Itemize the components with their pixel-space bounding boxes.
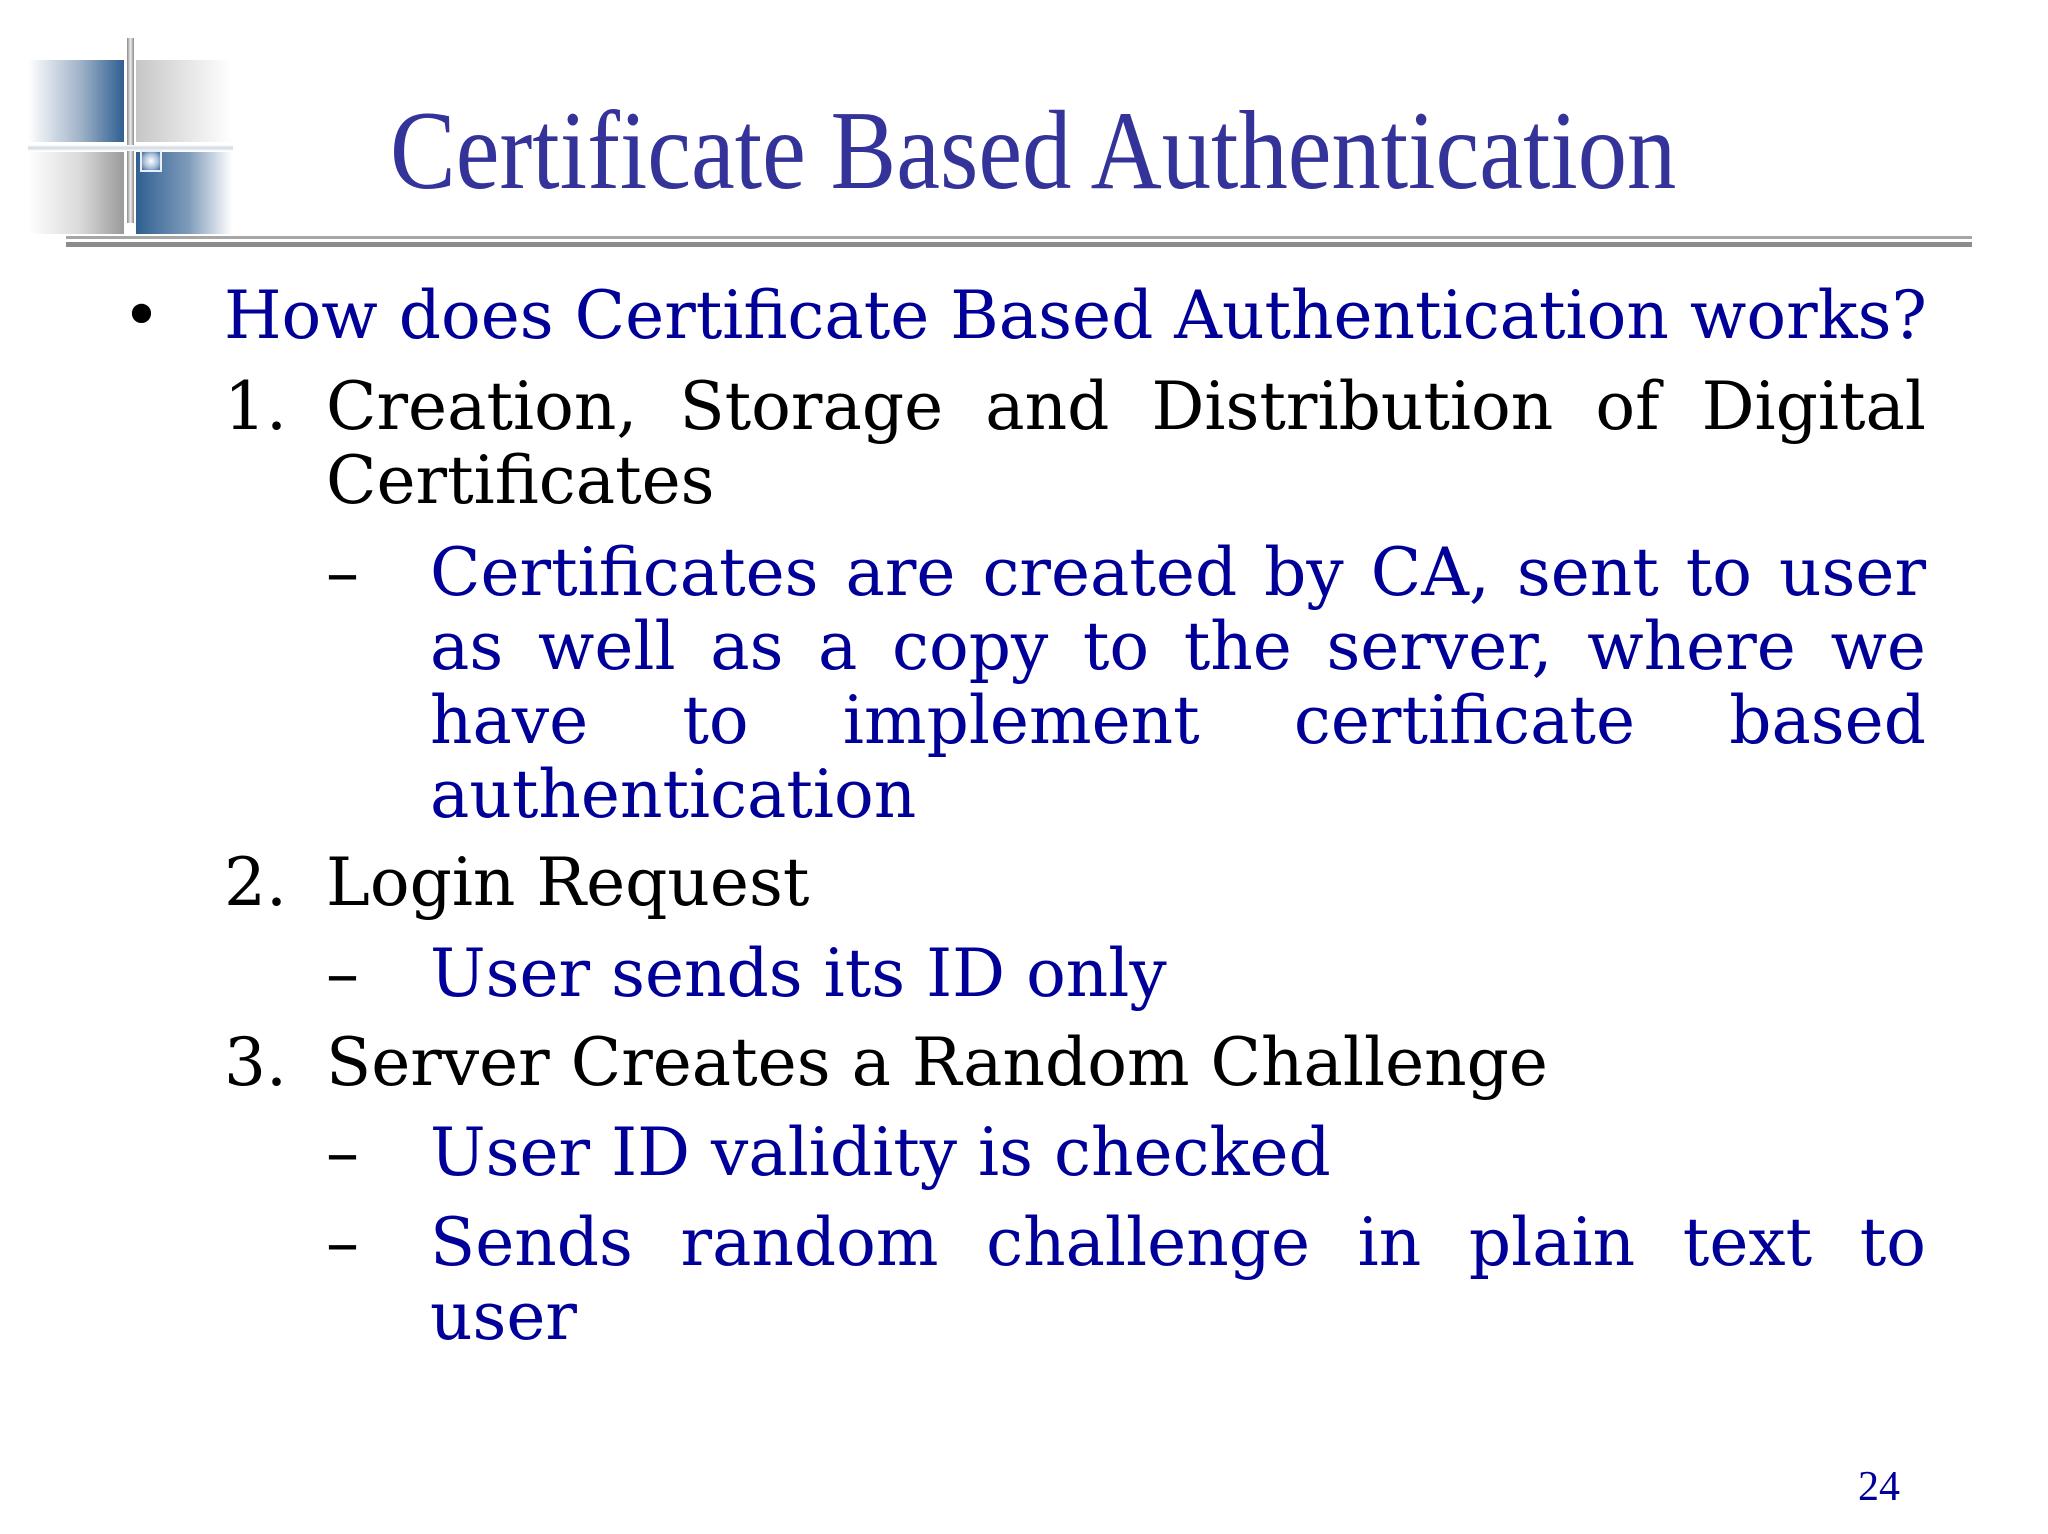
subitem-text-3-1: User ID validity is checked	[430, 1114, 1331, 1191]
step-number-1: 1.	[224, 368, 287, 445]
subitem-marker-1-1: –	[326, 534, 359, 611]
subitem-text-2-1: User sends its ID only	[430, 935, 1167, 1012]
step-number-3: 3.	[224, 1024, 287, 1101]
step-text-3: Server Creates a Random Challenge	[326, 1024, 1548, 1101]
subitem-marker-2-1: –	[326, 935, 359, 1012]
bullet-marker: •	[122, 277, 161, 354]
step-text-2: Login Request	[326, 844, 810, 921]
subitem-text-3-2: Sends random challenge in plain text to user	[430, 1204, 1926, 1355]
slide-title: Certificate Based Authentication	[390, 89, 1677, 213]
subitem-marker-3-2: –	[326, 1204, 359, 1281]
subitem-marker-3-1: –	[326, 1114, 359, 1191]
bullet-text: How does Certificate Based Authentication works?	[224, 277, 1927, 354]
step-text-1: Creation, Storage and Distribution of Digital Certificates	[326, 368, 1926, 519]
page-number: 24	[1858, 1464, 1900, 1510]
subitem-text-1-1: Certificates are created by CA, sent to user as well as a copy to the server, where we have to implement certificate based authentication	[430, 534, 1926, 833]
step-number-2: 2.	[224, 844, 287, 921]
